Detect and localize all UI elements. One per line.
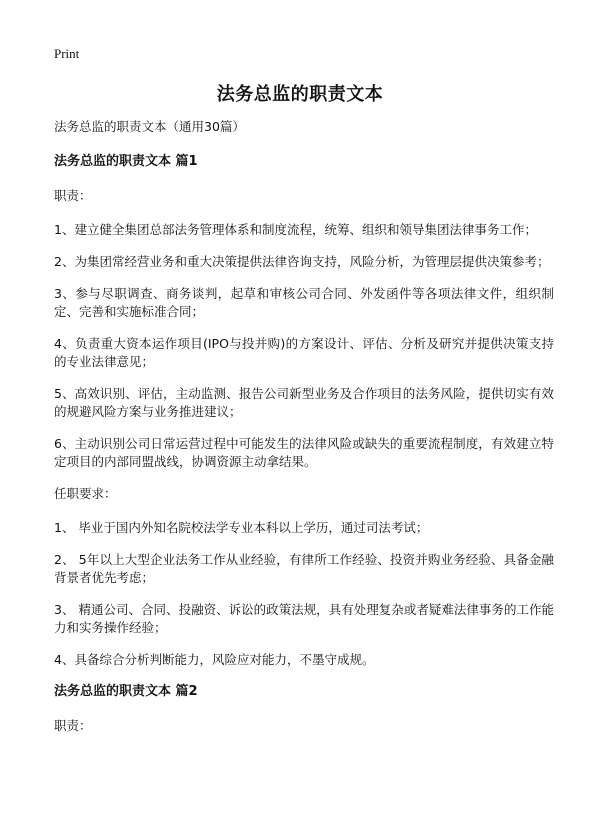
document-title: 法务总监的职责文本 [216,84,384,105]
duty-item: 3、参与尽职调查、商务谈判，起草和审核公司合同、外发函件等各项法律文件，组织制定、完善和实施标准合同； [54,286,554,319]
duty-item: 1、建立健全集团总部法务管理体系和制度流程，统筹、组织和领导集团法律事务工作； [54,222,537,237]
duty-item: 6、主动识别公司日常运营过程中可能发生的法律风险或缺失的重要流程制度，有效建立特定项目的内部同盟战线，协调资源主动拿结果。 [54,436,554,469]
section-heading: 法务总监的职责文本 篇1 [54,154,198,169]
requirement-item: 3、 精通公司、合同、投融资、诉讼的政策法规，具有处理复杂或者疑难法律事务的工作能力和实务操作经验； [54,602,554,635]
duty-item: 5、高效识别、评估，主动监测、报告公司新型业务及合作项目的法务风险，提供切实有效的规避风险方案与业务推进建议； [54,386,554,419]
requirement-item: 1、 毕业于国内外知名院校法学专业本科以上学历，通过司法考试； [54,520,429,535]
document-body [54,118,554,751]
document-subtitle: 法务总监的职责文本（通用30篇） [54,119,245,134]
duty-item: 4、负责重大资本运作项目(IPO与投并购)的方案设计、评估、分析及研究并提供决策支持的专业法律意见； [54,336,554,369]
section-heading: 法务总监的职责文本 篇2 [54,684,198,699]
requirements-label: 任职要求： [54,486,117,501]
requirement-item: 4、具备综合分析判断能力，风险应对能力，不墨守成规。 [54,652,375,667]
duties-label: 职责： [54,188,92,203]
requirement-item: 2、 5年以上大型企业法务工作从业经验，有律所工作经验、投资并购业务经验、具备金融背景者优先考虑； [54,552,554,585]
duty-item: 2、为集团常经营业务和重大决策提供法律咨询支持，风险分析，为管理层提供决策参考； [54,254,550,269]
duties-label: 职责： [54,718,92,733]
print-link[interactable]: Print [54,46,80,61]
